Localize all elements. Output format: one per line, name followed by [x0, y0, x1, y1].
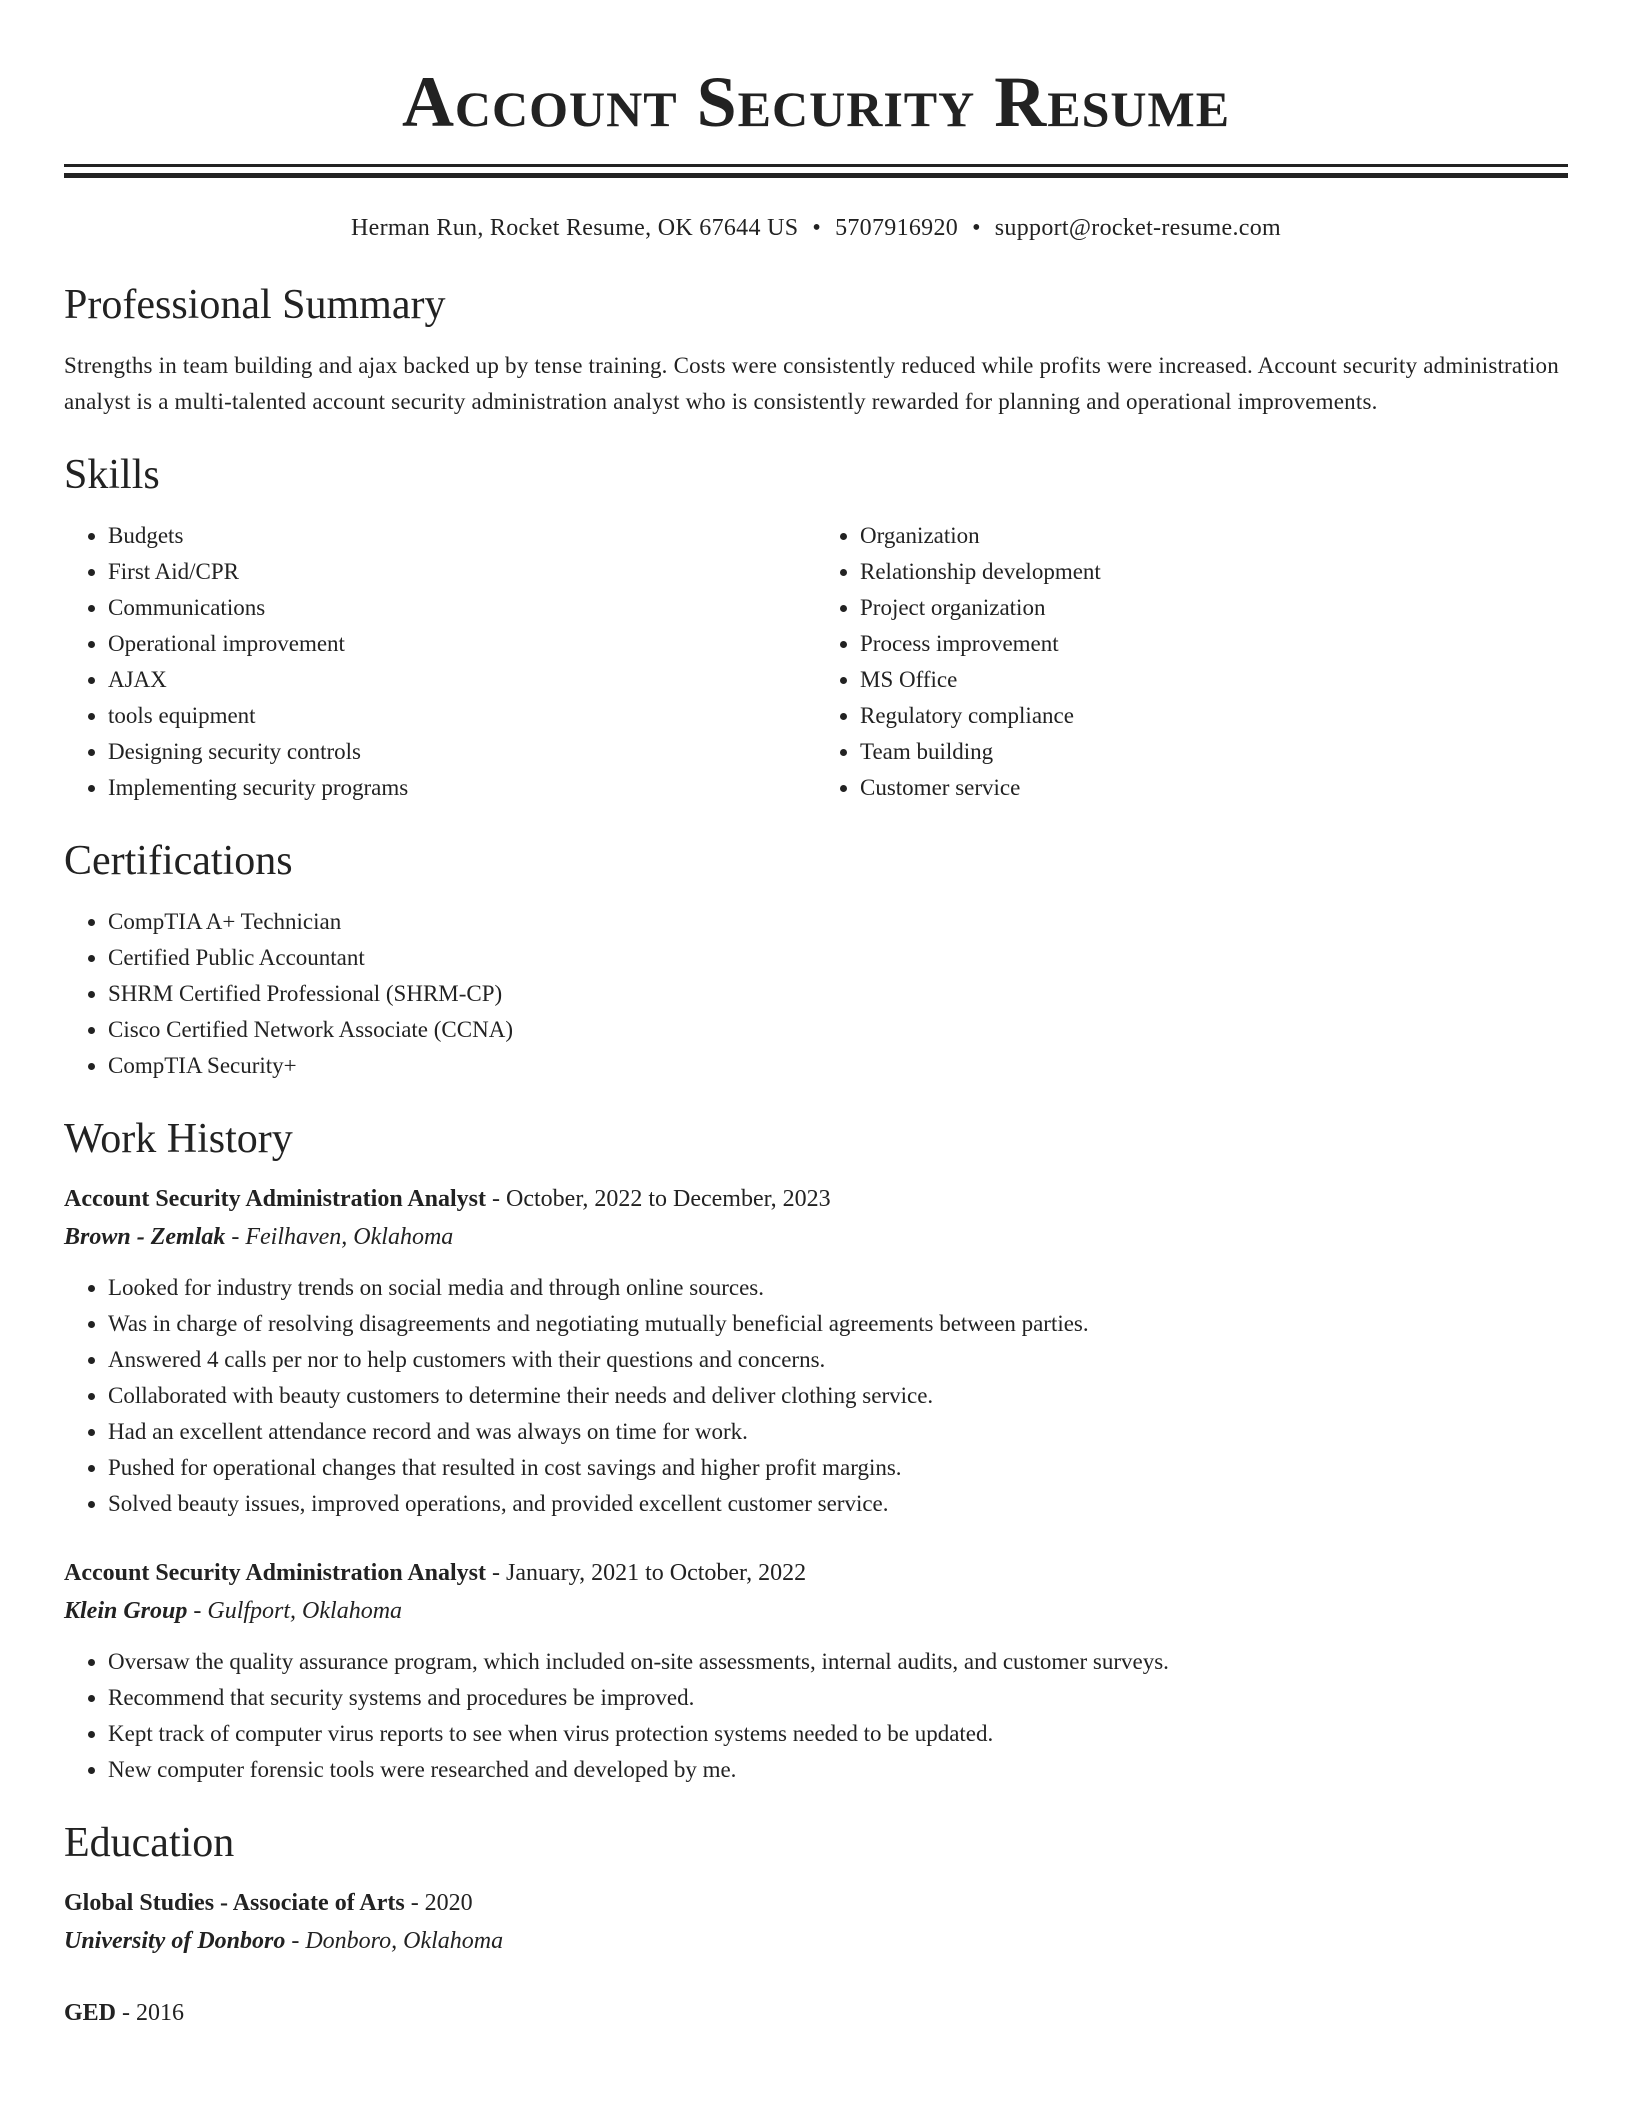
list-item: • Solved beauty issues, improved operations, and provided excellent customer service.: [108, 1486, 1568, 1522]
education-year: - 2020: [404, 1890, 473, 1916]
summary-section: [64, 280, 1568, 420]
job-dates: - January, 2021 to October, 2022: [486, 1560, 807, 1586]
job-duties-list: [64, 1644, 1568, 1788]
job-employer-line: [64, 1218, 1568, 1256]
job-employer-line: [64, 1592, 1568, 1630]
contact-address: Herman Run, Rocket Resume, OK 67644 US: [351, 215, 799, 241]
skills-heading: Skills: [64, 452, 160, 498]
job-header: [64, 1554, 1568, 1592]
list-item: • tools equipment: [108, 698, 816, 734]
education-degree-line: [64, 1884, 1568, 1922]
contact-line: [64, 212, 1568, 244]
certifications-list: [64, 904, 1568, 1084]
list-item: • New computer forensic tools were researched and developed by me.: [108, 1752, 1568, 1788]
contact-separator: •: [972, 215, 981, 241]
list-item: • Budgets: [108, 518, 816, 554]
list-item: • Oversaw the quality assurance program, which included on-site assessments, internal audits, and customer surveys.: [108, 1644, 1568, 1680]
job-title: Account Security Administration Analyst: [64, 1186, 487, 1212]
title-rule-thick: [64, 173, 1568, 178]
job-header: [64, 1180, 1568, 1218]
list-item: • First Aid/CPR: [108, 554, 816, 590]
list-item: • Relationship development: [860, 554, 1568, 590]
certifications-section: [64, 836, 1568, 1084]
job-entry: [64, 1554, 1568, 1788]
page-title: Account Security Resume: [401, 62, 1231, 142]
list-item: • MS Office: [860, 662, 1568, 698]
job-entry: [64, 1180, 1568, 1522]
list-item: • Organization: [860, 518, 1568, 554]
list-item: • Communications: [108, 590, 816, 626]
list-item: • CompTIA Security+: [108, 1048, 1568, 1084]
education-degree-line: [64, 1994, 1568, 2032]
skills-columns: [64, 518, 1568, 806]
education-location: - Donboro, Oklahoma: [285, 1928, 504, 1954]
job-company: Klein Group: [64, 1598, 188, 1624]
job-dates: - October, 2022 to December, 2023: [486, 1186, 831, 1212]
job-duties-list: [64, 1270, 1568, 1522]
list-item: • Operational improvement: [108, 626, 816, 662]
skills-right-list: [816, 518, 1568, 806]
contact-phone: 5707916920: [835, 215, 959, 241]
list-item: • Pushed for operational changes that resulted in cost savings and higher profit margins.: [108, 1450, 1568, 1486]
job-title: Account Security Administration Analyst: [64, 1560, 487, 1586]
work-history-section: [64, 1114, 1568, 1788]
job-company: Brown - Zemlak: [64, 1224, 226, 1250]
list-item: • Recommend that security systems and procedures be improved.: [108, 1680, 1568, 1716]
summary-heading: Professional Summary: [64, 282, 446, 328]
list-item: • Implementing security programs: [108, 770, 816, 806]
list-item: • Kept track of computer virus reports to see when virus protection systems needed to be updated.: [108, 1716, 1568, 1752]
education-heading: Education: [64, 1820, 235, 1866]
list-item: • Answered 4 calls per nor to help customers with their questions and concerns.: [108, 1342, 1568, 1378]
education-year: - 2016: [116, 2000, 185, 2026]
education-section: [64, 1818, 1568, 2032]
summary-text: Strengths in team building and ajax backed up by tense training. Costs were consistently reduced while profits were increased. Account security administration analyst is a multi-talented account security administration analyst who is consistently rewarded for planning and operational improvements.: [64, 353, 1559, 414]
education-school-line: [64, 1922, 1568, 1960]
list-item: • Process improvement: [860, 626, 1568, 662]
list-item: • Had an excellent attendance record and was always on time for work.: [108, 1414, 1568, 1450]
title-rule-thin: [64, 164, 1568, 167]
education-degree: Global Studies - Associate of Arts: [64, 1890, 405, 1916]
education-school: University of Donboro: [64, 1928, 286, 1954]
job-location: - Gulfport, Oklahoma: [187, 1598, 403, 1624]
list-item: • Certified Public Accountant: [108, 940, 1568, 976]
list-item: • Team building: [860, 734, 1568, 770]
list-item: • AJAX: [108, 662, 816, 698]
certifications-heading: Certifications: [64, 838, 293, 884]
list-item: • SHRM Certified Professional (SHRM-CP): [108, 976, 1568, 1012]
list-item: • CompTIA A+ Technician: [108, 904, 1568, 940]
list-item: • Cisco Certified Network Associate (CCNA): [108, 1012, 1568, 1048]
list-item: • Project organization: [860, 590, 1568, 626]
work-history-heading: Work History: [64, 1116, 293, 1162]
contact-separator: •: [812, 215, 822, 241]
skills-section: [64, 450, 1568, 806]
job-location: - Feilhaven, Oklahoma: [225, 1224, 454, 1250]
list-item: • Collaborated with beauty customers to determine their needs and deliver clothing service.: [108, 1378, 1568, 1414]
contact-email: support@rocket-resume.com: [994, 215, 1281, 241]
list-item: • Designing security controls: [108, 734, 816, 770]
list-item: • Was in charge of resolving disagreements and negotiating mutually beneficial agreements between parties.: [108, 1306, 1568, 1342]
education-entry: [64, 1884, 1568, 1960]
list-item: • Looked for industry trends on social media and through online sources.: [108, 1270, 1568, 1306]
list-item: • Regulatory compliance: [860, 698, 1568, 734]
list-item: • Customer service: [860, 770, 1568, 806]
skills-left-list: [64, 518, 816, 806]
education-degree: GED: [64, 2000, 117, 2026]
education-entry: [64, 1994, 1568, 2032]
